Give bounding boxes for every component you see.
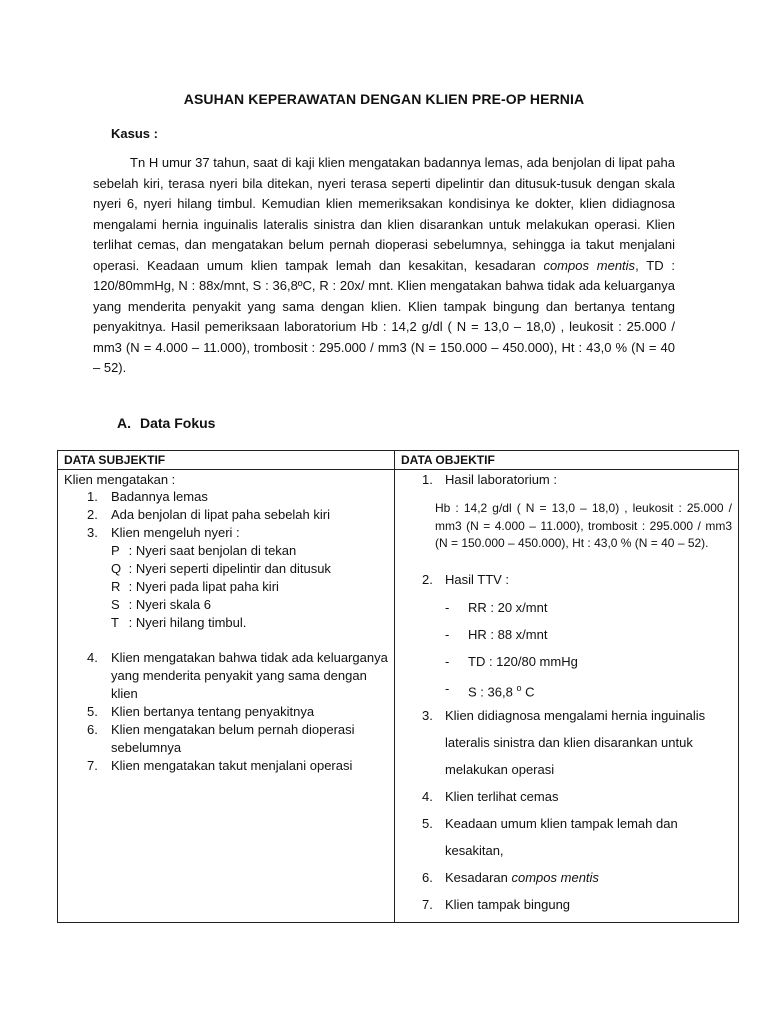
pqrst-item [111, 614, 394, 632]
item-number: 2. [87, 507, 98, 522]
pqrst-key: P [111, 543, 120, 558]
list-item [58, 649, 394, 703]
dash-marker: - [445, 599, 450, 615]
item-number: 3. [87, 525, 98, 540]
pqrst-list [111, 542, 394, 632]
subjektif-cell [58, 470, 395, 923]
pqrst-item [111, 578, 394, 596]
item-number: 1. [422, 472, 433, 487]
data-fokus-table [57, 450, 739, 923]
item-text: Klien didiagnosa mengalami hernia inguinalis lateralis sinistra dan klien disarankan untuk melakukan operasi [445, 707, 706, 777]
ttv-text: HR : 88 x/mnt [468, 626, 548, 642]
ttv-unit: C [521, 683, 535, 699]
ttv-text: S : 36,8 [468, 683, 513, 699]
pqrst-key: S [111, 597, 120, 612]
item-number: 7. [87, 758, 98, 773]
pqrst-text: : Nyeri saat benjolan di tekan [125, 543, 297, 558]
dash-marker: - [445, 680, 450, 696]
pqrst-text: : Nyeri skala 6 [125, 597, 211, 612]
list-item [58, 721, 394, 757]
item-number: 6. [87, 722, 98, 737]
item-text-italic: compos mentis [511, 869, 599, 885]
page-title: ASUHAN KEPERAWATAN DENGAN KLIEN PRE-OP HERNIA [183, 91, 585, 107]
list-item [395, 810, 738, 864]
item-text: Klien bertanya tentang penyakitnya [111, 704, 315, 719]
list-item [395, 891, 738, 918]
dash-marker: - [445, 653, 450, 669]
item-text: Hasil TTV : [445, 571, 510, 587]
item-text: Klien mengatakan bahwa tidak ada keluarganya yang menderita penyakit yang sama dengan klien [111, 650, 388, 701]
pqrst-key: Q [111, 561, 122, 576]
pqrst-key: T [111, 615, 119, 630]
ttv-item [395, 675, 738, 702]
ttv-heading [395, 571, 738, 588]
case-paragraph [93, 153, 675, 379]
list-item [58, 524, 394, 632]
list-item [58, 703, 394, 721]
ttv-item [395, 648, 738, 675]
kasus-label: Kasus : [111, 126, 158, 141]
ttv-list [395, 594, 738, 702]
list-item [58, 506, 394, 524]
section-letter: A. [117, 415, 131, 431]
pqrst-item [111, 542, 394, 560]
section-title: Data Fokus [140, 415, 216, 431]
item-text: Kesadaran [445, 869, 512, 885]
pqrst-item [111, 560, 394, 578]
subjektif-list-continued [58, 649, 394, 775]
item-number: 5. [87, 704, 98, 719]
item-number: 4. [422, 788, 433, 804]
case-text-italic: compos mentis [543, 257, 636, 273]
case-text-part2: , TD : 120/80mmHg, N : 88x/mnt, S : 36,8ºC, R : 20x/ mnt. Klien mengatakan bahwa tidak ada keluarganya yang menderita penyakit yang sama dengan klien. Klien tampak bingung dan bertanya tentang penyakitnya. Hasil pemeriksaan laboratorium Hb : 14,2 g/dl ( N = 13,0 – 18,0) , leukosit : 25.000 / mm3 (N = 4.000 – 11.000), trombosit : 295.000 / mm3 (N = 150.000 – 450.000), Ht : 43,0 % (N = 40 – 52). [93, 257, 676, 375]
lab-heading [395, 471, 738, 488]
item-number: 7. [422, 896, 433, 912]
case-text-part1: Tn H umur 37 tahun, saat di kaji klien mengatakan badannya lemas, ada benjolan di lipat paha sebelah kiri, terasa nyeri bila ditekan, nyeri terasa seperti dipelintir dan ditusuk-tusuk dengan skala nyeri 6, nyeri hilang timbul. Kemudian klien memeriksakan kondisinya ke dokter, klien didiagnosa mengalami hernia inguinalis lateralis sinistra dan klien disarankan untuk melakukan operasi. Klien terlihat cemas, dan mengatakan belum pernah dioperasi sebelumnya, sehingga ia takut menjalani operasi. Keadaan umum klien tampak lemah dan kesakitan, kesadaran [93, 155, 675, 273]
item-text: Badannya lemas [111, 489, 208, 504]
item-number: 3. [422, 707, 433, 723]
item-number: 5. [422, 815, 433, 831]
list-item [58, 488, 394, 506]
item-text: Klien mengatakan belum pernah dioperasi sebelumnya [111, 722, 355, 755]
ttv-text: TD : 120/80 mmHg [468, 653, 578, 669]
dash-marker: - [445, 626, 450, 642]
item-number: 4. [87, 650, 98, 665]
lab-results: Hb : 14,2 g/dl ( N = 13,0 – 18,0) , leukosit : 25.000 / mm3 (N = 4.000 – 11.000), trombosit : 295.000 / mm3 (N = 150.000 – 450.000), Ht : 43,0 % (N = 40 – 52). [435, 501, 732, 550]
pqrst-text: : Nyeri hilang timbul. [125, 615, 247, 630]
header-data-objektif: DATA OBJEKTIF [395, 451, 739, 470]
item-text: Ada benjolan di lipat paha sebelah kiri [111, 507, 330, 522]
list-item [58, 757, 394, 775]
degree-sup: o [516, 682, 522, 693]
item-number: 1. [87, 489, 98, 504]
subjektif-intro: Klien mengatakan : [64, 472, 176, 487]
ttv-text: RR : 20 x/mnt [468, 599, 548, 615]
item-text: Klien terlihat cemas [445, 788, 559, 804]
item-number: 6. [422, 869, 433, 885]
section-heading [117, 415, 215, 431]
pqrst-text: : Nyeri pada lipat paha kiri [125, 579, 279, 594]
ttv-item [395, 594, 738, 621]
objektif-list [395, 702, 738, 918]
objektif-cell [395, 470, 739, 923]
item-number: 2. [422, 571, 433, 587]
ttv-item [395, 621, 738, 648]
item-text: Klien tampak bingung [445, 896, 571, 912]
list-item [395, 783, 738, 810]
pqrst-item [111, 596, 394, 614]
pqrst-text: : Nyeri seperti dipelintir dan ditusuk [125, 561, 331, 576]
subjektif-list [58, 488, 394, 632]
item-text: Hasil laboratorium : [445, 472, 557, 487]
item-text: Klien mengeluh nyeri : [111, 525, 240, 540]
pqrst-key: R [111, 579, 121, 594]
list-item [395, 864, 738, 891]
item-text: Keadaan umum klien tampak lemah dan kesakitan, [445, 815, 678, 858]
header-data-subjektif: DATA SUBJEKTIF [58, 451, 395, 470]
item-text: Klien mengatakan takut menjalani operasi [111, 758, 353, 773]
list-item [395, 702, 738, 783]
